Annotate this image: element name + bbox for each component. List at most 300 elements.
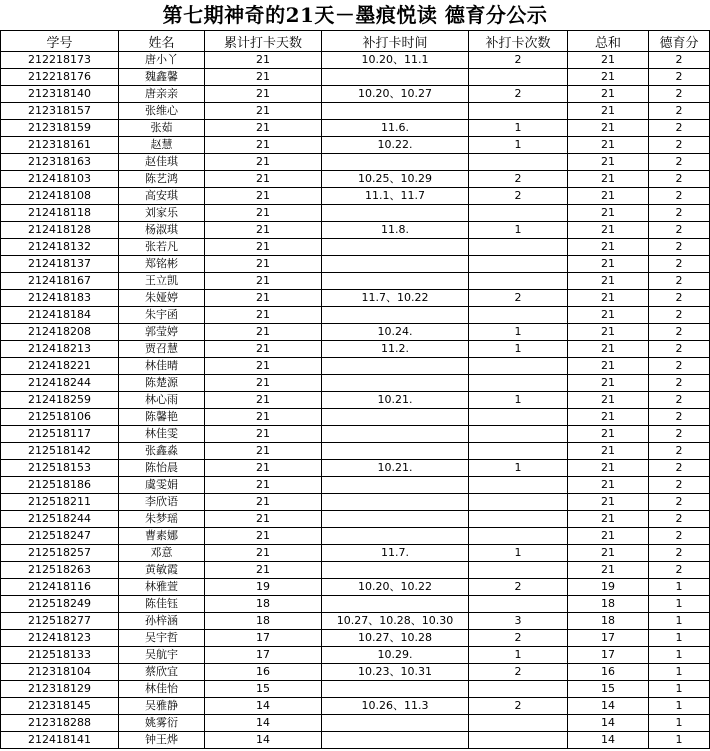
cell-student-id: 212518277 — [1, 613, 119, 630]
cell-makeup-count: 1 — [469, 341, 568, 358]
cell-checkin-days: 18 — [205, 613, 322, 630]
cell-total: 21 — [568, 307, 649, 324]
cell-name: 陈楚源 — [119, 375, 205, 392]
cell-checkin-days: 21 — [205, 375, 322, 392]
cell-student-id: 212418116 — [1, 579, 119, 596]
cell-checkin-days: 21 — [205, 477, 322, 494]
cell-checkin-days: 14 — [205, 715, 322, 732]
cell-student-id: 212518117 — [1, 426, 119, 443]
cell-name: 黄敏霞 — [119, 562, 205, 579]
cell-total: 21 — [568, 256, 649, 273]
cell-name: 杨淑琪 — [119, 222, 205, 239]
cell-makeup-dates — [322, 715, 469, 732]
cell-name: 郑铭彬 — [119, 256, 205, 273]
cell-name: 吴航宇 — [119, 647, 205, 664]
cell-makeup-count — [469, 273, 568, 290]
cell-checkin-days: 14 — [205, 732, 322, 749]
cell-name: 蔡欣宜 — [119, 664, 205, 681]
cell-makeup-dates — [322, 511, 469, 528]
table-row — [1, 545, 710, 562]
cell-student-id: 212518106 — [1, 409, 119, 426]
cell-moral-score: 2 — [649, 103, 710, 120]
table-row — [1, 341, 710, 358]
cell-makeup-count — [469, 443, 568, 460]
cell-total: 21 — [568, 188, 649, 205]
cell-total: 21 — [568, 528, 649, 545]
cell-student-id: 212418132 — [1, 239, 119, 256]
cell-student-id: 212518133 — [1, 647, 119, 664]
cell-total: 14 — [568, 698, 649, 715]
cell-moral-score: 2 — [649, 171, 710, 188]
cell-makeup-dates — [322, 494, 469, 511]
cell-student-id: 212418184 — [1, 307, 119, 324]
cell-checkin-days: 21 — [205, 205, 322, 222]
cell-student-id: 212418221 — [1, 358, 119, 375]
cell-makeup-count: 1 — [469, 120, 568, 137]
cell-total: 21 — [568, 222, 649, 239]
cell-makeup-count — [469, 681, 568, 698]
cell-student-id: 212418213 — [1, 341, 119, 358]
cell-name: 朱宇函 — [119, 307, 205, 324]
cell-makeup-dates — [322, 69, 469, 86]
cell-checkin-days: 21 — [205, 222, 322, 239]
cell-total: 17 — [568, 630, 649, 647]
cell-student-id: 212318157 — [1, 103, 119, 120]
cell-checkin-days: 21 — [205, 239, 322, 256]
cell-student-id: 212418141 — [1, 732, 119, 749]
cell-moral-score: 1 — [649, 613, 710, 630]
cell-name: 邓意 — [119, 545, 205, 562]
cell-checkin-days: 21 — [205, 171, 322, 188]
cell-makeup-count: 2 — [469, 171, 568, 188]
cell-makeup-dates — [322, 528, 469, 545]
cell-total: 19 — [568, 579, 649, 596]
cell-total: 21 — [568, 545, 649, 562]
cell-name: 赵佳琪 — [119, 154, 205, 171]
cell-makeup-dates — [322, 443, 469, 460]
cell-moral-score: 2 — [649, 545, 710, 562]
cell-total: 14 — [568, 715, 649, 732]
cell-student-id: 212518257 — [1, 545, 119, 562]
cell-checkin-days: 16 — [205, 664, 322, 681]
cell-total: 21 — [568, 69, 649, 86]
cell-total: 16 — [568, 664, 649, 681]
cell-makeup-dates: 10.27、10.28、10.30 — [322, 613, 469, 630]
cell-checkin-days: 21 — [205, 307, 322, 324]
cell-moral-score: 2 — [649, 477, 710, 494]
cell-total: 21 — [568, 290, 649, 307]
cell-moral-score: 2 — [649, 409, 710, 426]
table-row — [1, 69, 710, 86]
cell-total: 21 — [568, 562, 649, 579]
cell-makeup-count — [469, 528, 568, 545]
cell-makeup-dates: 11.7、10.22 — [322, 290, 469, 307]
table-row — [1, 137, 710, 154]
cell-moral-score: 2 — [649, 222, 710, 239]
cell-makeup-dates: 10.25、10.29 — [322, 171, 469, 188]
cell-moral-score: 2 — [649, 562, 710, 579]
cell-makeup-dates — [322, 154, 469, 171]
cell-makeup-count: 1 — [469, 647, 568, 664]
table-row — [1, 205, 710, 222]
cell-student-id: 212518142 — [1, 443, 119, 460]
cell-makeup-dates — [322, 256, 469, 273]
cell-total: 15 — [568, 681, 649, 698]
cell-moral-score: 1 — [649, 698, 710, 715]
cell-name: 朱梦瑶 — [119, 511, 205, 528]
cell-student-id: 212418108 — [1, 188, 119, 205]
table-row — [1, 562, 710, 579]
table-row — [1, 613, 710, 630]
cell-student-id: 212418244 — [1, 375, 119, 392]
cell-checkin-days: 21 — [205, 86, 322, 103]
cell-checkin-days: 21 — [205, 494, 322, 511]
cell-total: 21 — [568, 443, 649, 460]
cell-checkin-days: 21 — [205, 426, 322, 443]
table-row — [1, 647, 710, 664]
cell-makeup-dates — [322, 681, 469, 698]
cell-total: 21 — [568, 460, 649, 477]
cell-name: 贾召慧 — [119, 341, 205, 358]
cell-makeup-count: 1 — [469, 392, 568, 409]
cell-name: 钟王烨 — [119, 732, 205, 749]
cell-total: 18 — [568, 613, 649, 630]
cell-moral-score: 1 — [649, 681, 710, 698]
cell-makeup-count — [469, 358, 568, 375]
cell-name: 虞雯娟 — [119, 477, 205, 494]
cell-student-id: 212318161 — [1, 137, 119, 154]
cell-student-id: 212518186 — [1, 477, 119, 494]
cell-name: 赵慧 — [119, 137, 205, 154]
cell-moral-score: 2 — [649, 154, 710, 171]
cell-checkin-days: 21 — [205, 188, 322, 205]
cell-student-id: 212318163 — [1, 154, 119, 171]
cell-total: 21 — [568, 341, 649, 358]
cell-moral-score: 2 — [649, 511, 710, 528]
header-makeup-dates: 补打卡时间 — [322, 31, 469, 52]
cell-total: 18 — [568, 596, 649, 613]
cell-checkin-days: 21 — [205, 460, 322, 477]
cell-makeup-count — [469, 426, 568, 443]
cell-makeup-count: 1 — [469, 545, 568, 562]
cell-name: 唐小丫 — [119, 52, 205, 69]
table-row — [1, 188, 710, 205]
cell-checkin-days: 17 — [205, 647, 322, 664]
cell-checkin-days: 19 — [205, 579, 322, 596]
cell-moral-score: 2 — [649, 375, 710, 392]
cell-name: 张鑫淼 — [119, 443, 205, 460]
cell-student-id: 212518211 — [1, 494, 119, 511]
cell-moral-score: 2 — [649, 290, 710, 307]
cell-checkin-days: 21 — [205, 256, 322, 273]
cell-student-id: 212518244 — [1, 511, 119, 528]
cell-name: 魏鑫馨 — [119, 69, 205, 86]
cell-student-id: 212518263 — [1, 562, 119, 579]
cell-makeup-dates — [322, 426, 469, 443]
cell-makeup-dates: 10.20、10.27 — [322, 86, 469, 103]
cell-checkin-days: 21 — [205, 324, 322, 341]
header-total: 总和 — [568, 31, 649, 52]
table-row — [1, 715, 710, 732]
cell-makeup-dates — [322, 375, 469, 392]
cell-checkin-days: 21 — [205, 120, 322, 137]
cell-total: 21 — [568, 324, 649, 341]
cell-makeup-count — [469, 307, 568, 324]
cell-student-id: 212318145 — [1, 698, 119, 715]
cell-makeup-dates: 10.21. — [322, 392, 469, 409]
cell-makeup-dates: 11.6. — [322, 120, 469, 137]
cell-makeup-dates: 10.24. — [322, 324, 469, 341]
cell-moral-score: 2 — [649, 426, 710, 443]
cell-moral-score: 2 — [649, 324, 710, 341]
cell-makeup-count: 2 — [469, 698, 568, 715]
table-row — [1, 630, 710, 647]
cell-makeup-count — [469, 205, 568, 222]
table-row — [1, 290, 710, 307]
cell-checkin-days: 21 — [205, 341, 322, 358]
cell-makeup-dates: 10.26、11.3 — [322, 698, 469, 715]
cell-total: 21 — [568, 154, 649, 171]
cell-checkin-days: 18 — [205, 596, 322, 613]
cell-name: 林佳雯 — [119, 426, 205, 443]
cell-moral-score: 1 — [649, 596, 710, 613]
cell-makeup-count: 3 — [469, 613, 568, 630]
table-row — [1, 681, 710, 698]
cell-makeup-count: 1 — [469, 460, 568, 477]
cell-makeup-count: 2 — [469, 52, 568, 69]
header-makeup-count: 补打卡次数 — [469, 31, 568, 52]
cell-name: 郭莹婷 — [119, 324, 205, 341]
cell-makeup-count: 2 — [469, 290, 568, 307]
cell-name: 张若凡 — [119, 239, 205, 256]
cell-moral-score: 2 — [649, 188, 710, 205]
cell-name: 陈怡晨 — [119, 460, 205, 477]
cell-student-id: 212318159 — [1, 120, 119, 137]
cell-makeup-count — [469, 715, 568, 732]
cell-name: 陈艺鸿 — [119, 171, 205, 188]
cell-moral-score: 2 — [649, 120, 710, 137]
cell-moral-score: 2 — [649, 205, 710, 222]
table-row — [1, 103, 710, 120]
table-row — [1, 596, 710, 613]
cell-student-id: 212418128 — [1, 222, 119, 239]
cell-student-id: 212418183 — [1, 290, 119, 307]
cell-makeup-dates — [322, 205, 469, 222]
cell-student-id: 212418259 — [1, 392, 119, 409]
cell-moral-score: 2 — [649, 460, 710, 477]
table-row — [1, 120, 710, 137]
table-row — [1, 579, 710, 596]
cell-makeup-count — [469, 154, 568, 171]
cell-makeup-dates — [322, 273, 469, 290]
cell-name: 高安琪 — [119, 188, 205, 205]
cell-total: 21 — [568, 137, 649, 154]
table-row — [1, 460, 710, 477]
table-row — [1, 511, 710, 528]
cell-total: 14 — [568, 732, 649, 749]
cell-student-id: 212518247 — [1, 528, 119, 545]
cell-moral-score: 2 — [649, 341, 710, 358]
cell-total: 21 — [568, 477, 649, 494]
cell-makeup-count — [469, 409, 568, 426]
cell-student-id: 212318104 — [1, 664, 119, 681]
cell-name: 林佳怡 — [119, 681, 205, 698]
cell-moral-score: 1 — [649, 630, 710, 647]
cell-checkin-days: 21 — [205, 528, 322, 545]
table-row — [1, 528, 710, 545]
cell-makeup-dates — [322, 358, 469, 375]
table-row — [1, 477, 710, 494]
cell-moral-score: 2 — [649, 86, 710, 103]
cell-makeup-count — [469, 562, 568, 579]
cell-makeup-dates: 11.1、11.7 — [322, 188, 469, 205]
table-row — [1, 375, 710, 392]
header-name: 姓名 — [119, 31, 205, 52]
table-row — [1, 409, 710, 426]
table-row — [1, 443, 710, 460]
table-row — [1, 664, 710, 681]
cell-makeup-count — [469, 477, 568, 494]
cell-checkin-days: 21 — [205, 545, 322, 562]
cell-checkin-days: 21 — [205, 409, 322, 426]
cell-name: 陈佳钰 — [119, 596, 205, 613]
cell-moral-score: 2 — [649, 52, 710, 69]
cell-makeup-dates: 10.20、11.1 — [322, 52, 469, 69]
cell-makeup-dates: 10.23、10.31 — [322, 664, 469, 681]
cell-moral-score: 2 — [649, 69, 710, 86]
cell-makeup-dates: 11.8. — [322, 222, 469, 239]
cell-makeup-count: 2 — [469, 579, 568, 596]
cell-moral-score: 1 — [649, 664, 710, 681]
cell-makeup-count — [469, 375, 568, 392]
cell-student-id: 212418167 — [1, 273, 119, 290]
cell-checkin-days: 21 — [205, 273, 322, 290]
cell-checkin-days: 15 — [205, 681, 322, 698]
cell-makeup-dates: 10.20、10.22 — [322, 579, 469, 596]
cell-total: 21 — [568, 120, 649, 137]
cell-checkin-days: 21 — [205, 52, 322, 69]
cell-student-id: 212418103 — [1, 171, 119, 188]
cell-total: 21 — [568, 52, 649, 69]
cell-total: 21 — [568, 239, 649, 256]
cell-student-id: 212218176 — [1, 69, 119, 86]
cell-makeup-dates: 10.22. — [322, 137, 469, 154]
cell-makeup-count: 2 — [469, 86, 568, 103]
table-row — [1, 86, 710, 103]
cell-total: 21 — [568, 409, 649, 426]
cell-makeup-count — [469, 494, 568, 511]
cell-moral-score: 2 — [649, 256, 710, 273]
cell-checkin-days: 21 — [205, 137, 322, 154]
cell-student-id: 212418123 — [1, 630, 119, 647]
cell-total: 21 — [568, 273, 649, 290]
cell-checkin-days: 21 — [205, 443, 322, 460]
cell-total: 21 — [568, 494, 649, 511]
cell-moral-score: 1 — [649, 732, 710, 749]
cell-makeup-count — [469, 256, 568, 273]
cell-name: 张维心 — [119, 103, 205, 120]
cell-makeup-count — [469, 239, 568, 256]
cell-student-id: 212418208 — [1, 324, 119, 341]
table-row — [1, 154, 710, 171]
header-moral-score: 德育分 — [649, 31, 710, 52]
cell-makeup-count: 2 — [469, 630, 568, 647]
cell-checkin-days: 21 — [205, 69, 322, 86]
cell-moral-score: 1 — [649, 647, 710, 664]
cell-total: 21 — [568, 375, 649, 392]
cell-name: 林雅萱 — [119, 579, 205, 596]
cell-name: 张茹 — [119, 120, 205, 137]
cell-checkin-days: 21 — [205, 290, 322, 307]
cell-student-id: 212518249 — [1, 596, 119, 613]
table-body — [1, 52, 710, 749]
cell-makeup-dates: 10.27、10.28 — [322, 630, 469, 647]
cell-makeup-count: 1 — [469, 222, 568, 239]
cell-total: 21 — [568, 392, 649, 409]
table-row — [1, 426, 710, 443]
cell-name: 陈馨艳 — [119, 409, 205, 426]
cell-name: 李欣语 — [119, 494, 205, 511]
cell-total: 21 — [568, 205, 649, 222]
cell-moral-score: 2 — [649, 239, 710, 256]
cell-makeup-count — [469, 511, 568, 528]
cell-name: 林心雨 — [119, 392, 205, 409]
cell-total: 21 — [568, 86, 649, 103]
table-row — [1, 171, 710, 188]
cell-student-id: 212318129 — [1, 681, 119, 698]
cell-student-id: 212218173 — [1, 52, 119, 69]
cell-moral-score: 2 — [649, 273, 710, 290]
cell-moral-score: 2 — [649, 392, 710, 409]
cell-student-id: 212418137 — [1, 256, 119, 273]
header-checkin-days: 累计打卡天数 — [205, 31, 322, 52]
cell-checkin-days: 21 — [205, 511, 322, 528]
page-title: 第七期神奇的21天－墨痕悦读 德育分公示 — [162, 3, 548, 27]
cell-name: 林佳晴 — [119, 358, 205, 375]
header-student-id: 学号 — [1, 31, 119, 52]
cell-makeup-dates — [322, 409, 469, 426]
cell-moral-score: 2 — [649, 307, 710, 324]
cell-checkin-days: 21 — [205, 392, 322, 409]
cell-student-id: 212518153 — [1, 460, 119, 477]
header-row — [1, 31, 710, 52]
cell-checkin-days: 21 — [205, 358, 322, 375]
cell-makeup-dates: 11.7. — [322, 545, 469, 562]
cell-makeup-count — [469, 103, 568, 120]
cell-total: 21 — [568, 426, 649, 443]
cell-checkin-days: 21 — [205, 154, 322, 171]
cell-makeup-dates — [322, 103, 469, 120]
cell-makeup-dates — [322, 562, 469, 579]
cell-name: 唐亲亲 — [119, 86, 205, 103]
cell-makeup-dates: 11.2. — [322, 341, 469, 358]
cell-moral-score: 2 — [649, 358, 710, 375]
cell-moral-score: 2 — [649, 443, 710, 460]
cell-moral-score: 2 — [649, 494, 710, 511]
cell-makeup-count: 1 — [469, 324, 568, 341]
cell-makeup-count — [469, 732, 568, 749]
cell-makeup-count: 1 — [469, 137, 568, 154]
cell-makeup-dates — [322, 596, 469, 613]
cell-name: 朱娅婷 — [119, 290, 205, 307]
cell-moral-score: 1 — [649, 715, 710, 732]
cell-student-id: 212418118 — [1, 205, 119, 222]
cell-checkin-days: 21 — [205, 103, 322, 120]
cell-total: 21 — [568, 358, 649, 375]
table-row — [1, 222, 710, 239]
cell-student-id: 212318288 — [1, 715, 119, 732]
cell-name: 王立凯 — [119, 273, 205, 290]
